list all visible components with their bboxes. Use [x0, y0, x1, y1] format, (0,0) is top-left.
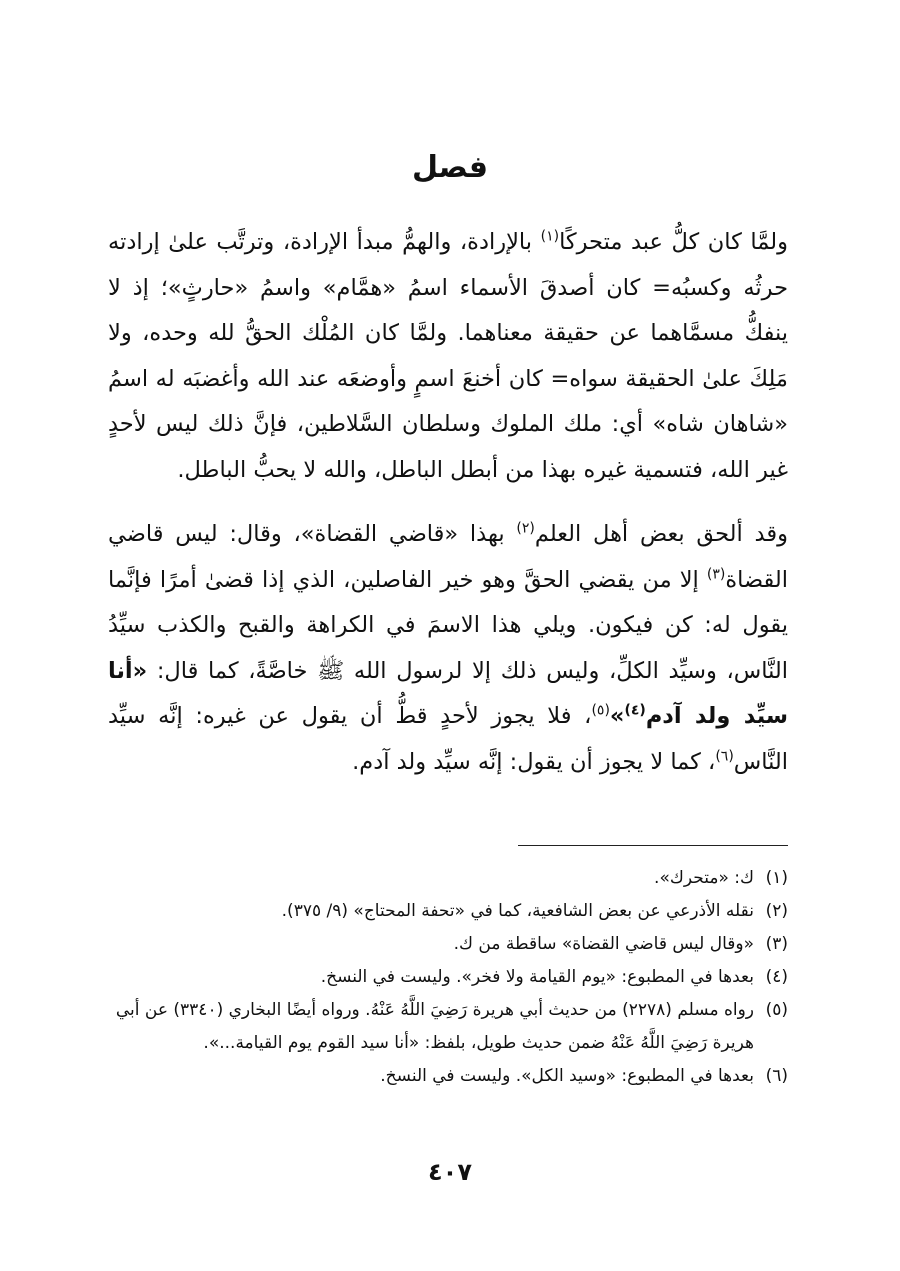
- paragraph-2-text-e: ، كما لا يجوز أن يقول: إنَّه سيِّد ولد آدم.: [352, 748, 716, 775]
- footnotes: [108, 862, 788, 1093]
- hadith-quote-close: »: [609, 703, 625, 729]
- footnote-number: (٦): [765, 1066, 788, 1086]
- footnote-ref-2: (٢): [516, 520, 535, 537]
- footnote-text: ك: «متحرك».: [654, 868, 754, 888]
- paragraph-2-text-b: بهذا «قاضي القضاة»، وقال: ليس قاضي القضاة: [108, 521, 788, 593]
- section-title: فصل: [412, 150, 488, 185]
- paragraph-2-text-d: ، فلا يجوز لأحدٍ قطُّ أن يقول عن غيره: إنَّه سيِّد النَّاس: [108, 703, 788, 775]
- footnote-6: [108, 1060, 788, 1093]
- footnote-number: (٣): [765, 934, 788, 954]
- footnote-text: نقله الأذرعي عن بعض الشافعية، كما في «تحفة المحتاج» (٩/ ٣٧٥).: [281, 901, 754, 921]
- footnote-1: [108, 862, 788, 895]
- paragraph-2: [108, 512, 788, 785]
- footnote-5: [108, 994, 788, 1060]
- footnote-text: رواه مسلم (٢٢٧٨) من حديث أبي هريرة رَضِيَ اللَّهُ عَنْهُ. ورواه أيضًا البخاري (٣٣٤٠) عن أبي هريرة رَضِيَ اللَّهُ عَنْهُ ضمن حديث طويل، بلفظ: «أنا سيد القوم يوم القيامة...».: [115, 1000, 754, 1053]
- footnote-number: (٤): [765, 967, 788, 987]
- footnote-3: [108, 928, 788, 961]
- footnote-number: (٥): [765, 1000, 788, 1020]
- hadith-quote: «أنا سيِّد ولد آدم: [108, 657, 789, 729]
- paragraph-2-text-c: إلا من يقضي الحقَّ وهو خير الفاصلين، الذي إذا قضىٰ أمرًا فإنَّما يقول له: كن فيكون. ويلي هذا الاسمَ في الكراهة والقبح والكذب سيِّدُ النَّاس، وسيِّد الكلِّ، وليس ذلك إلا لرسول الله ﷺ خاصَّةً، كما قال:: [108, 566, 788, 684]
- footnote-text: بعدها في المطبوع: «يوم القيامة ولا فخر». وليست في النسخ.: [320, 967, 754, 987]
- footnote-ref-4: (٤): [624, 702, 646, 719]
- page-number: ٤٠٧: [428, 1158, 472, 1186]
- paragraph-1: [108, 220, 788, 493]
- paragraph-2-text-a: وقد ألحق بعض أهل العلم: [534, 521, 788, 547]
- footnote-4: [108, 961, 788, 994]
- footnote-2: [108, 895, 788, 928]
- paragraph-1-text-b: بالإرادة، والهمُّ مبدأ الإرادة، وترتَّب علىٰ إرادته حرثُه وكسبُه= كان أصدقَ الأسماء اسمُ «همَّام» واسمُ «حارثٍ»؛ إذ لا ينفكُّ مسمَّاهما عن حقيقة معناهما. ولمَّا كان المُلْك الحقُّ لله وحده، ولا مَلِكَ علىٰ الحقيقة سواه= كان أخنعَ اسمٍ وأوضعَه عند الله وأغضبَه له اسمُ «شاهان شاه» أي: ملك الملوك وسلطان السَّلاطين، فإنَّ ذلك ليس لأحدٍ غير الله، فتسمية غيره بهذا من أبطل الباطل، والله لا يحبُّ الباطل.: [108, 229, 788, 483]
- footnote-text: «وقال ليس قاضي القضاة» ساقطة من ك.: [453, 934, 754, 954]
- footnote-text: بعدها في المطبوع: «وسيد الكل». وليست في النسخ.: [380, 1066, 754, 1086]
- footnote-ref-3: (٣): [706, 566, 726, 582]
- footnote-ref-6: (٦): [715, 748, 734, 764]
- footnote-ref-1: (١): [540, 228, 560, 245]
- footnote-ref-5: (٥): [591, 702, 610, 719]
- footnote-number: (١): [765, 868, 788, 888]
- footnote-number: (٢): [765, 901, 788, 921]
- paragraph-1-text-a: ولمَّا كان كلُّ عبد متحركًا: [559, 229, 788, 255]
- footnote-divider: [518, 845, 788, 846]
